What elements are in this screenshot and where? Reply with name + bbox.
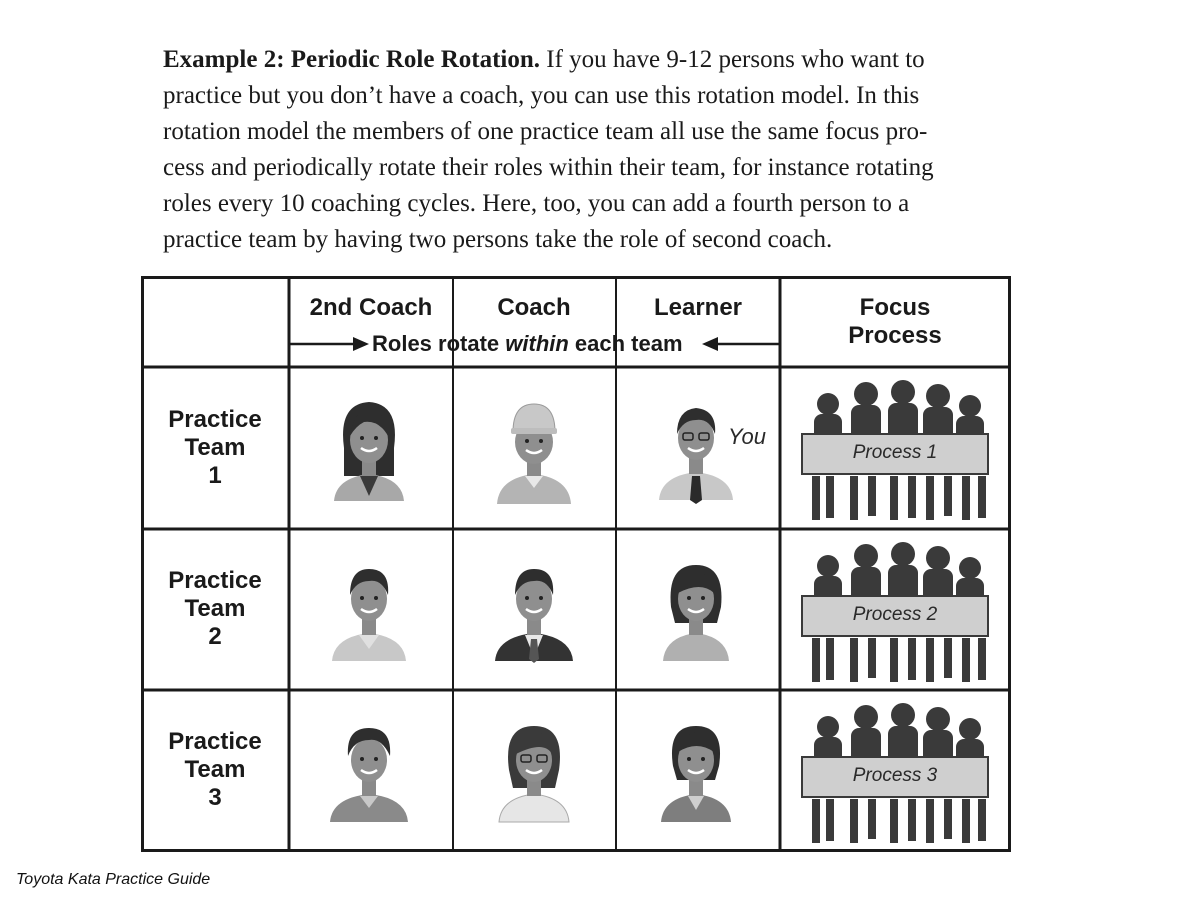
avatar-man-tie-glasses xyxy=(651,396,741,506)
avatar-man-suit xyxy=(489,557,579,667)
process-label-3: Process 3 xyxy=(852,765,938,786)
row-label-team-1: Practice Team 1 xyxy=(168,406,262,489)
process-label-2: Process 2 xyxy=(852,604,938,625)
paragraph-line-3: rotation model the members of one practice team all use the same focus pro- xyxy=(163,118,928,145)
header-focus: Focus xyxy=(859,294,931,321)
rotation-table xyxy=(141,276,1011,852)
paragraph-line-1: Example 2: Periodic Role Rotation. If you have 9-12 persons who want to xyxy=(163,46,925,73)
paragraph-line-4: cess and periodically rotate their roles within their team, for instance rotating xyxy=(163,154,934,181)
avatar-man-collar xyxy=(324,557,414,667)
rotation-note: Roles rotate within each team xyxy=(372,331,683,356)
intro-paragraph xyxy=(163,42,1003,258)
avatar-woman-long-hair xyxy=(324,396,414,506)
rotation-arrow-right xyxy=(702,337,779,351)
you-label: You xyxy=(728,424,766,449)
header-learner: Learner xyxy=(653,294,743,321)
row-label-team-2: Practice Team 2 xyxy=(168,567,262,650)
avatar-woman-blazer xyxy=(651,718,741,828)
avatar-woman-bob xyxy=(651,557,741,667)
source-caption: Toyota Kata Practice Guide xyxy=(16,871,211,888)
row-label-team-3: Practice Team 3 xyxy=(168,728,262,811)
header-process: Process xyxy=(848,322,942,349)
paragraph-line-2: practice but you don’t have a coach, you can use this rotation model. In this xyxy=(163,82,920,109)
avatar-man-sweater xyxy=(324,718,414,828)
avatar-woman-glasses xyxy=(489,718,579,828)
header-coach: Coach xyxy=(497,294,571,321)
rotation-arrow-left xyxy=(290,337,369,351)
header-second-coach: 2nd Coach xyxy=(309,294,433,321)
paragraph-bold-lead: Example 2: Periodic Role Rotation. xyxy=(163,46,541,73)
avatar-man-cap xyxy=(489,396,579,506)
paragraph-line-6: practice team by having two persons take the role of second coach. xyxy=(163,226,833,253)
paragraph-line-5: roles every 10 coaching cycles. Here, too, you can add a fourth person to a xyxy=(163,190,910,217)
process-label-1: Process 1 xyxy=(852,442,938,463)
